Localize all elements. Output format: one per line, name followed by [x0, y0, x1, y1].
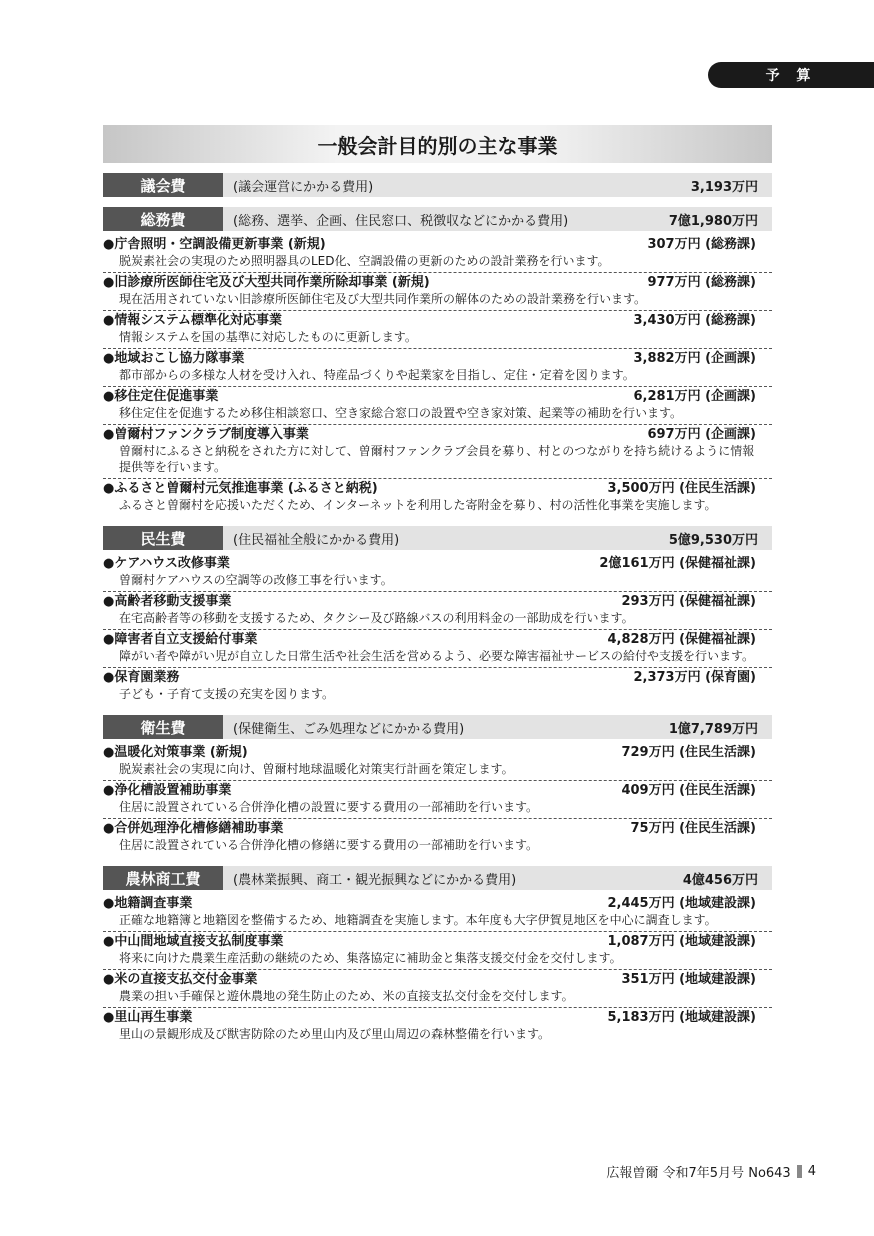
publication-name: 広報曽爾 令和7年5月号 No643	[606, 1166, 791, 1181]
item-name: ● 障害者自立支援給付事業	[103, 631, 257, 648]
section-name: 民生費	[103, 526, 223, 550]
item-name: ● 庁舎照明・空調設備更新事業 (新規)	[103, 236, 326, 253]
item-description: 脱炭素社会の実現に向け、曽爾村地球温暖化対策実行計画を策定します。	[119, 762, 514, 776]
item-amount: 3,882万円 (企画課)	[633, 351, 756, 366]
section-total: 1億7,789万円	[668, 721, 758, 737]
item-description: 脱炭素社会の実現のため照明器具のLED化、空調設備の更新のための設計業務を行います。	[119, 254, 610, 268]
item-name: ● 中山間地域直接支払制度事業	[103, 933, 283, 950]
section-description: (農林業振興、商工・観光振興などにかかる費用)	[233, 872, 517, 888]
section-tab: 予 算	[708, 62, 874, 88]
separator-bar	[797, 1165, 802, 1178]
item-name: ● 浄化槽設置補助事業	[103, 782, 231, 799]
item-amount: 2億161万円 (保健福祉課)	[599, 556, 756, 571]
item-amount: 729万円 (住民生活課)	[621, 745, 756, 760]
budget-item	[103, 273, 772, 311]
budget-item	[103, 781, 772, 819]
item-amount: 307万円 (総務課)	[647, 237, 756, 252]
item-description: ふるさと曽爾村を応援いただくため、インターネットを利用した寄附金を募り、村の活性化事業を実施します。	[119, 498, 717, 512]
item-amount: 3,500万円 (住民生活課)	[607, 481, 756, 496]
budget-item	[103, 932, 772, 970]
section-header	[103, 173, 772, 197]
budget-sections	[103, 173, 772, 1045]
budget-item	[103, 894, 772, 932]
item-header	[103, 388, 772, 405]
item-description: 都市部からの多様な人材を受け入れ、特産品づくりや起業家を目指し、定住・定着を図ります。	[119, 368, 635, 382]
item-description: 移住定住を促進するため移住相談窓口、空き家総合窓口の設置や空き家対策、起業等の補助を行います。	[119, 406, 683, 420]
section-name: 議会費	[103, 173, 223, 197]
section-header	[103, 526, 772, 550]
item-name: ● 曽爾村ファンクラブ制度導入事業	[103, 426, 309, 443]
item-amount: 2,373万円 (保育園)	[633, 670, 756, 685]
item-amount: 2,445万円 (地域建設課)	[607, 896, 756, 911]
budget-section	[103, 207, 772, 516]
item-name: ● 地籍調査事業	[103, 895, 192, 912]
item-name: ● 里山再生事業	[103, 1009, 192, 1026]
item-name: ● 高齢者移動支援事業	[103, 593, 231, 610]
item-header	[103, 631, 772, 648]
budget-item	[103, 970, 772, 1008]
page-number: 4	[807, 1164, 816, 1179]
item-header	[103, 426, 772, 443]
item-description: 住居に設置されている合併浄化槽の設置に要する費用の一部補助を行います。	[119, 800, 539, 814]
item-description: 障がい者や障がい児が自立した日常生活や社会生活を営めるよう、必要な障害福祉サービスの給付や支援を行います。	[119, 649, 755, 663]
item-description: 情報システムを国の基準に対応したものに更新します。	[119, 330, 417, 344]
item-amount: 5,183万円 (地域建設課)	[607, 1010, 756, 1025]
budget-item	[103, 743, 772, 781]
item-amount: 697万円 (企画課)	[647, 427, 756, 442]
item-name: ● 米の直接支払交付金事業	[103, 971, 257, 988]
budget-item	[103, 819, 772, 856]
item-description: 住居に設置されている合併浄化槽の修繕に要する費用の一部補助を行います。	[119, 838, 539, 852]
budget-item	[103, 630, 772, 668]
item-name: ● 温暖化対策事業 (新規)	[103, 744, 248, 761]
item-header	[103, 669, 772, 686]
footer	[606, 1162, 816, 1181]
section-name: 衛生費	[103, 715, 223, 739]
section-name: 総務費	[103, 207, 223, 231]
item-description: 農業の担い手確保と遊休農地の発生防止のため、米の直接支払交付金を交付します。	[119, 989, 574, 1003]
main-content	[103, 125, 772, 1045]
budget-item	[103, 425, 772, 479]
item-name: ● ケアハウス改修事業	[103, 555, 230, 572]
item-header	[103, 744, 772, 761]
budget-section	[103, 715, 772, 856]
item-amount: 6,281万円 (企画課)	[633, 389, 756, 404]
section-description: (議会運営にかかる費用)	[233, 179, 374, 195]
item-header	[103, 971, 772, 988]
item-header	[103, 555, 772, 572]
page-title: 一般会計目的別の主な事業	[103, 125, 772, 163]
section-description: (総務、選挙、企画、住民窓口、税徴収などにかかる費用)	[233, 213, 569, 229]
item-header	[103, 312, 772, 329]
budget-item	[103, 349, 772, 387]
section-header	[103, 715, 772, 739]
item-description: 曽爾村にふるさと納税をされた方に対して、曽爾村ファンクラブ会員を募り、村とのつながりを持ち続けるように情報提供等を行います。	[119, 444, 755, 474]
budget-section	[103, 526, 772, 705]
section-header	[103, 207, 772, 231]
item-name: ● 合併処理浄化槽修繕補助事業	[103, 820, 283, 837]
section-description: (保健衛生、ごみ処理などにかかる費用)	[233, 721, 465, 737]
section-description: (住民福祉全般にかかる費用)	[233, 532, 400, 548]
item-name: ● 地域おこし協力隊事業	[103, 350, 244, 367]
item-header	[103, 480, 772, 497]
budget-item	[103, 592, 772, 630]
item-header	[103, 895, 772, 912]
item-name: ● 保育園業務	[103, 669, 179, 686]
item-description: 将来に向けた農業生産活動の継続のため、集落協定に補助金と集落支援交付金を交付します。	[119, 951, 622, 965]
item-header	[103, 820, 772, 837]
item-amount: 75万円 (住民生活課)	[630, 821, 756, 836]
budget-item	[103, 554, 772, 592]
budget-item	[103, 387, 772, 425]
item-description: 現在活用されていない旧診療所医師住宅及び大型共同作業所の解体のための設計業務を行います。	[119, 292, 647, 306]
item-amount: 293万円 (保健福祉課)	[621, 594, 756, 609]
section-total: 3,193万円	[690, 179, 758, 195]
budget-item	[103, 479, 772, 516]
budget-item	[103, 311, 772, 349]
item-header	[103, 236, 772, 253]
section-name: 農林商工費	[103, 866, 223, 890]
item-header	[103, 350, 772, 367]
item-amount: 3,430万円 (総務課)	[633, 313, 756, 328]
item-amount: 409万円 (住民生活課)	[621, 783, 756, 798]
section-total: 7億1,980万円	[668, 213, 758, 229]
item-description: 正確な地籍簿と地籍図を整備するため、地籍調査を実施します。本年度も大字伊賀見地区を中心に調査します。	[119, 913, 717, 927]
item-description: 曽爾村ケアハウスの空調等の改修工事を行います。	[119, 573, 393, 587]
item-description: 里山の景観形成及び獣害防除のため里山内及び里山周辺の森林整備を行います。	[119, 1027, 551, 1041]
item-header	[103, 933, 772, 950]
item-name: ● 移住定住促進事業	[103, 388, 218, 405]
item-amount: 977万円 (総務課)	[647, 275, 756, 290]
item-header	[103, 274, 772, 291]
item-header	[103, 782, 772, 799]
budget-item	[103, 668, 772, 705]
budget-section	[103, 866, 772, 1045]
section-header	[103, 866, 772, 890]
item-amount: 1,087万円 (地域建設課)	[607, 934, 756, 949]
budget-section	[103, 173, 772, 197]
item-name: ● 旧診療所医師住宅及び大型共同作業所除却事業 (新規)	[103, 274, 430, 291]
item-description: 在宅高齢者等の移動を支援するため、タクシー及び路線バスの利用料金の一部助成を行います。	[119, 611, 634, 625]
item-name: ● 情報システム標準化対応事業	[103, 312, 282, 329]
section-total: 4億456万円	[682, 872, 758, 888]
item-name: ● ふるさと曽爾村元気推進事業 (ふるさと納税)	[103, 480, 378, 497]
budget-item	[103, 235, 772, 273]
budget-item	[103, 1008, 772, 1045]
item-amount: 4,828万円 (保健福祉課)	[607, 632, 756, 647]
item-header	[103, 1009, 772, 1026]
section-total: 5億9,530万円	[668, 532, 758, 548]
item-amount: 351万円 (地域建設課)	[621, 972, 756, 987]
item-description: 子ども・子育て支援の充実を図ります。	[119, 687, 335, 701]
item-header	[103, 593, 772, 610]
